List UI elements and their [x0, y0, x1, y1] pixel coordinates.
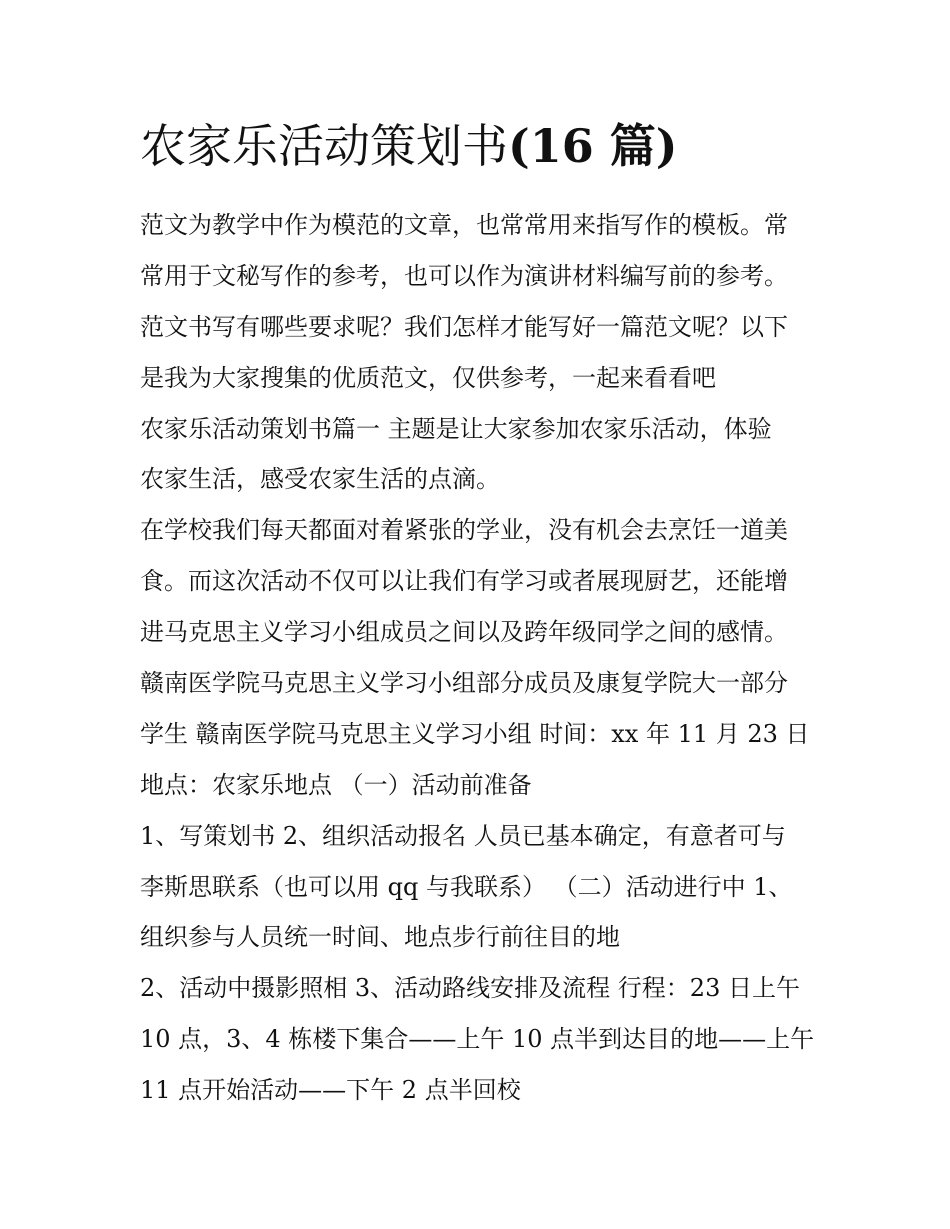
text-line: 李斯思联系（也可以用 qq 与我联系） （二）活动进行中 1、	[140, 872, 793, 901]
text-line: 食。而这次活动不仅可以让我们有学习或者展现厨艺，还能增	[140, 567, 788, 596]
text-line: 学生 赣南医学院马克思主义学习小组 时间：xx 年 11 月 23 日	[140, 719, 810, 748]
text-line: 11 点开始活动——下午 2 点半回校	[140, 1076, 521, 1105]
text-line: 在学校我们每天都面对着紧张的学业，没有机会去烹饪一道美	[140, 516, 788, 545]
text-line: 农家乐活动策划书篇一 主题是让大家参加农家乐活动，体验	[140, 414, 772, 443]
text-line: 赣南医学院马克思主义学习小组部分成员及康复学院大一部分	[140, 669, 788, 698]
text-line: 进马克思主义学习小组成员之间以及跨年级同学之间的感情。	[140, 618, 788, 647]
title-main: 农家乐活动策划书	[140, 119, 508, 173]
text-line: 常用于文秘写作的参考，也可以作为演讲材料编写前的参考。	[140, 261, 788, 290]
document-body	[140, 200, 820, 1116]
text-line: 地点：农家乐地点 （一）活动前准备	[140, 770, 532, 799]
document-title	[140, 116, 678, 176]
text-line: 范文书写有哪些要求呢？我们怎样才能写好一篇范文呢？以下	[140, 312, 788, 341]
text-line: 农家生活，感受农家生活的点滴。	[140, 465, 500, 494]
text-line: 2、活动中摄影照相 3、活动路线安排及流程 行程：23 日上午	[140, 974, 800, 1003]
text-line: 是我为大家搜集的优质范文，仅供参考，一起来看看吧	[140, 363, 716, 392]
text-line: 10 点，3、4 栋楼下集合——上午 10 点半到达目的地——上午	[140, 1025, 815, 1054]
text-line: 范文为教学中作为模范的文章，也常常用来指写作的模板。常	[140, 211, 788, 239]
title-suffix: (16 篇)	[508, 119, 678, 173]
text-line: 组织参与人员统一时间、地点步行前往目的地	[140, 923, 620, 952]
text-line: 1、写策划书 2、组织活动报名 人员已基本确定，有意者可与	[140, 821, 786, 850]
